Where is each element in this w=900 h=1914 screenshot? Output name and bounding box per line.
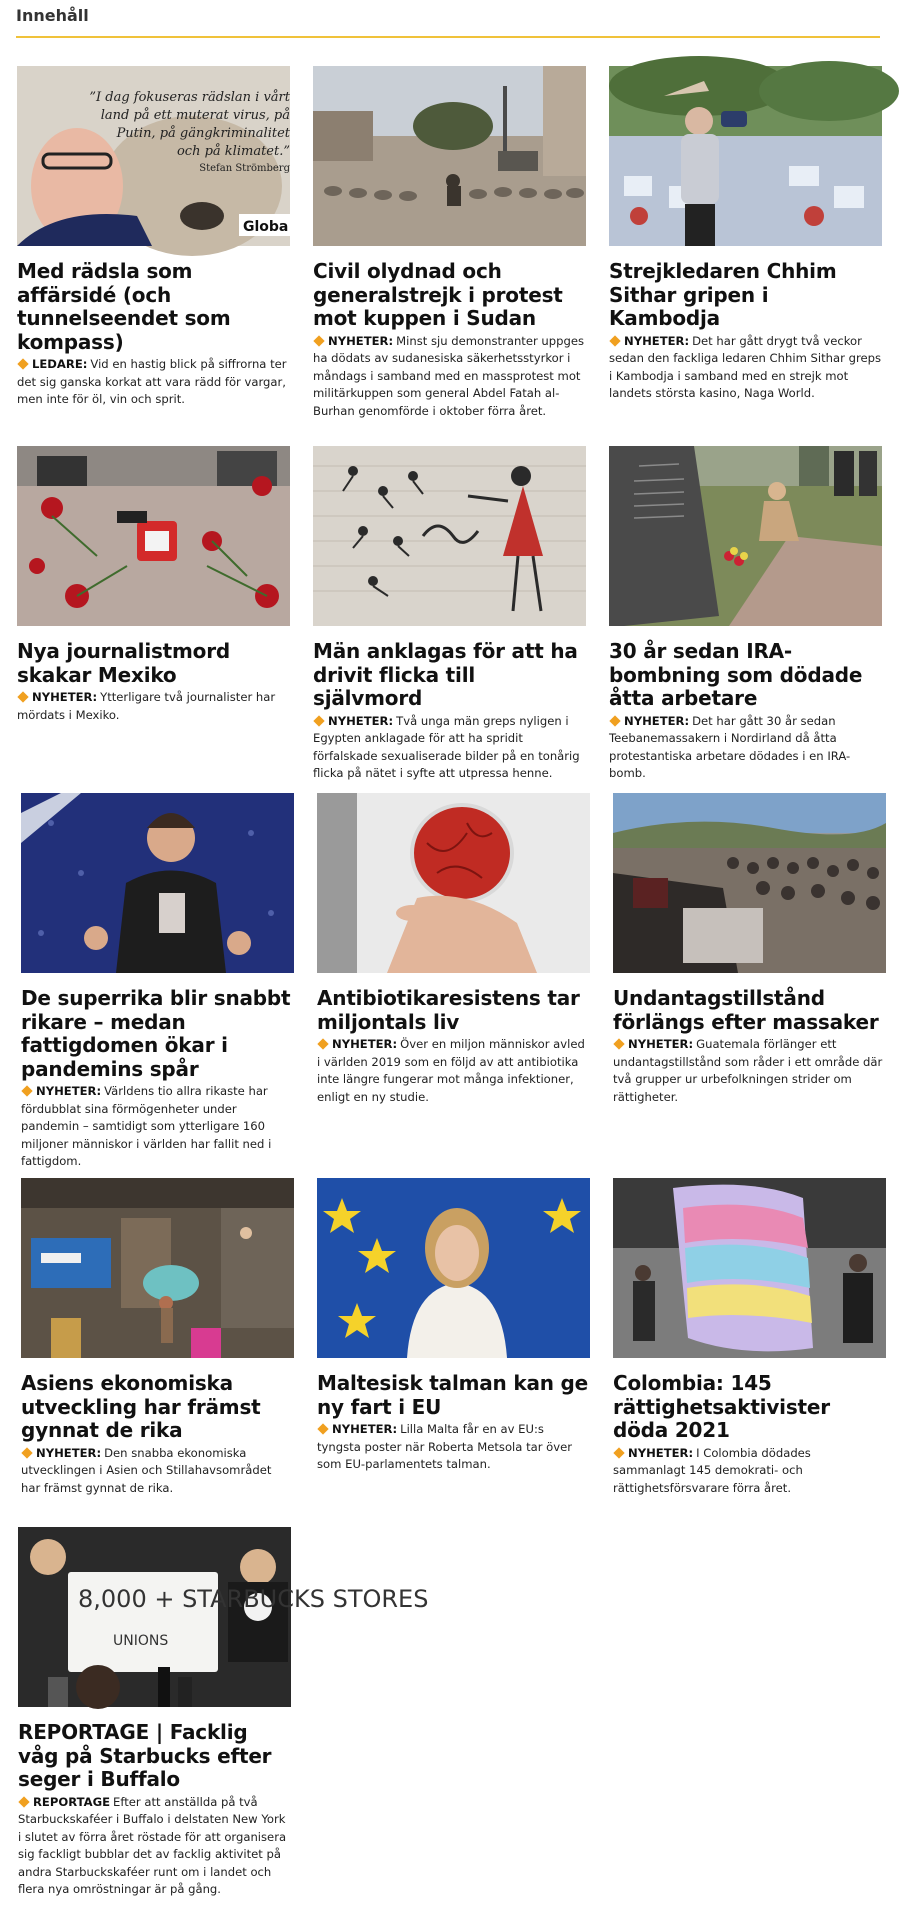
article-image[interactable]: [613, 793, 886, 973]
article-card[interactable]: [313, 66, 586, 420]
article-title[interactable]: Colombia: 145 rättighetsaktivister döda 2021: [613, 1371, 830, 1442]
article-title[interactable]: Civil olydnad och generalstrejk i protest mot kuppen i Sudan: [313, 259, 563, 330]
article-category: LEDARE:: [32, 357, 88, 371]
teaser-text: Lilla Malta får en av EU:s tyngsta poster när Roberta Metsola tar över som EU-parlamentets talman.: [317, 1422, 573, 1471]
category-marker-icon: [17, 358, 28, 369]
article-image[interactable]: [21, 1178, 294, 1358]
article-image[interactable]: [609, 66, 882, 246]
article-image[interactable]: [313, 446, 586, 626]
category-marker-icon: [18, 1796, 29, 1807]
article-teaser: [609, 713, 882, 783]
category-marker-icon: [609, 715, 620, 726]
billionaire-photo: [21, 793, 294, 973]
teaser-text: Vid en hastig blick på siffrorna ter det sig ganska korkat att vara rädd för vargar, men inte för öl, vin och sprit.: [17, 357, 287, 406]
roses-microphones-photo: [17, 446, 290, 626]
article-teaser: [21, 1083, 294, 1171]
teaser-text: Ytterligare två journalister har mördats i Mexiko.: [17, 690, 276, 722]
logo-text: Globa: [243, 219, 289, 235]
category-marker-icon: [17, 691, 28, 702]
quote-line-1: ”I dag fokuseras rädslan i vårt: [89, 90, 290, 105]
article-card[interactable]: [613, 1178, 886, 1497]
article-category: NYHETER:: [36, 1445, 102, 1460]
article-image[interactable]: [313, 66, 586, 246]
article-card[interactable]: [613, 793, 886, 1106]
article-card[interactable]: [21, 1178, 294, 1497]
article-title[interactable]: Nya journalistmord skakar Mexiko: [17, 639, 231, 687]
petri-dish-photo: [317, 793, 590, 973]
category-marker-icon: [317, 1038, 328, 1049]
teaser-text: Det har gått drygt två veckor sedan den fackliga ledaren Chhim Sithar greps i Kambodja i samband med en strejk mot landets största kasino, Naga World.: [609, 333, 881, 400]
article-card[interactable]: [18, 1527, 429, 1899]
article-card[interactable]: [17, 446, 290, 724]
teaser-text: Guatemala förlänger ett undantagstillstånd som råder i ett område där två grupper ur urbefolkningen strider om rättigheter.: [613, 1037, 883, 1104]
article-teaser: [313, 713, 586, 783]
article-title[interactable]: Med rädsla som affärsidé (och tunnelseendet som kompass): [17, 259, 231, 354]
article-card[interactable]: [313, 446, 586, 783]
category-marker-icon: [613, 1038, 624, 1049]
article-teaser: [17, 689, 290, 724]
article-title[interactable]: Asiens ekonomiska utveckling har främst gynnat de rika: [21, 1371, 261, 1442]
slum-photo: [21, 1178, 294, 1358]
teaser-text: Efter att anställda på två Starbuckskaféer i Buffalo i delstaten New York i slutet av förra året röstade för att organisera sig fackligt bubblar det av facklig aktivitet på andra Starbuckskaféer runt om i landet och flera nya omröstningar är på gång.: [18, 1794, 287, 1896]
category-marker-icon: [313, 715, 324, 726]
guatemala-crowd-photo: [613, 793, 886, 973]
category-marker-icon: [609, 335, 620, 346]
article-teaser: [313, 333, 586, 421]
article-category: NYHETER:: [32, 690, 98, 704]
article-category: NYHETER:: [332, 1422, 398, 1436]
article-category: NYHETER:: [628, 1445, 694, 1460]
article-card[interactable]: [17, 66, 290, 409]
rainbow-flag-photo: [613, 1178, 886, 1358]
article-category: NYHETER:: [624, 333, 690, 348]
article-category: NYHETER:: [36, 1084, 102, 1098]
article-title[interactable]: De superrika blir snabbt rikare – medan fattigdomen ökar i pandemins spår: [21, 986, 291, 1081]
quote-line-3: Putin, på gängkriminalitet: [116, 126, 290, 141]
article-card[interactable]: [609, 66, 882, 403]
quote-author: Stefan Strömberg: [199, 163, 290, 174]
article-teaser: [17, 356, 290, 409]
article-category: REPORTAGE: [33, 1794, 111, 1809]
quote-line-4: och på klimatet.”: [176, 144, 290, 159]
article-category: NYHETER:: [628, 1037, 694, 1051]
category-marker-icon: [317, 1423, 328, 1434]
teaser-text: Över en miljon människor avled i världen 2019 som en följd av att antibiotika inte längre fungerar mot många infektioner, enligt en ny studie.: [317, 1037, 585, 1104]
article-image[interactable]: [21, 793, 294, 973]
teaser-text: I Colombia dödades sammanlagt 145 demokrati- och rättighetsförsvarare förra året.: [613, 1445, 811, 1495]
fox-quote-photo: [17, 66, 290, 246]
cambodia-protest-photo: [609, 66, 882, 246]
article-image[interactable]: [317, 1178, 590, 1358]
article-image[interactable]: [18, 1527, 429, 1707]
article-card[interactable]: [317, 793, 590, 1106]
article-title[interactable]: Män anklagas för att ha drivit flicka till självmord: [313, 639, 578, 710]
article-title[interactable]: Undantagstillstånd förlängs efter massaker: [613, 986, 879, 1034]
section-title: Innehåll: [16, 6, 89, 25]
article-image[interactable]: [613, 1178, 886, 1358]
category-marker-icon: [21, 1085, 32, 1096]
article-image[interactable]: [17, 446, 290, 626]
article-image[interactable]: [609, 446, 882, 626]
teaser-text: Det har gått 30 år sedan Teebanemassakern i Nordirland då åtta protestantiska arbetare dödades i en IRA-bomb.: [609, 713, 851, 780]
article-teaser: [609, 333, 882, 403]
article-image[interactable]: [317, 793, 590, 973]
sign-text-2: UNIONS: [113, 1633, 169, 1649]
article-title[interactable]: 30 år sedan IRA-bombning som dödade åtta arbetare: [609, 639, 863, 710]
eu-speaker-photo: [317, 1178, 590, 1358]
article-image[interactable]: [17, 66, 290, 246]
article-teaser: [18, 1794, 291, 1899]
article-teaser: [317, 1036, 590, 1106]
category-marker-icon: [21, 1447, 32, 1458]
teaser-text: Den snabba ekonomiska utvecklingen i Asien och Stillahavsområdet har främst gynnat de rika.: [21, 1445, 272, 1495]
teaser-text: Världens tio allra rikaste har fördubblat sina förmögenheter under pandemin – samtidigt som ytterligare 160 miljoner människor i världen har fallit ned i fattigdom.: [21, 1084, 272, 1168]
article-teaser: [21, 1445, 294, 1498]
article-card[interactable]: [21, 793, 294, 1171]
article-card[interactable]: [317, 1178, 590, 1474]
article-teaser: [613, 1445, 886, 1498]
article-teaser: [613, 1036, 886, 1106]
category-marker-icon: [613, 1447, 624, 1458]
quote-line-2: land på ett muterat virus, på: [100, 108, 290, 123]
starbucks-union-photo: [18, 1527, 429, 1707]
teaser-text: Minst sju demonstranter uppges ha dödats av sudanesiska säkerhetsstyrkor i måndags i samband med en massprotest mot militärkuppen som general Abdel Fatah al-Burhan genomförde i oktober förra året.: [313, 333, 585, 418]
article-title[interactable]: Maltesisk talman kan ge ny fart i EU: [317, 1371, 589, 1419]
article-card[interactable]: [609, 446, 882, 783]
article-category: NYHETER:: [332, 1037, 398, 1051]
article-title[interactable]: REPORTAGE | Facklig våg på Starbucks efter seger i Buffalo: [18, 1720, 272, 1791]
article-teaser: [317, 1421, 590, 1474]
category-marker-icon: [313, 335, 324, 346]
teaser-text: Två unga män greps nyligen i Egypten anklagade för att ha spridit förfalskade sexualiserade bilder på en tonårig flicka på nätet i syfte att utpressa henne.: [313, 713, 580, 780]
article-category: NYHETER:: [624, 713, 690, 728]
article-category: NYHETER:: [328, 333, 394, 348]
article-title[interactable]: Strejkledaren Chhim Sithar gripen i Kambodja: [609, 259, 837, 330]
graffiti-wall-photo: [313, 446, 586, 626]
memorial-stone-photo: [609, 446, 882, 626]
article-category: NYHETER:: [328, 713, 394, 728]
section-header: [16, 0, 880, 38]
sudan-street-photo: [313, 66, 586, 246]
sign-text: 8,000 + STARBUCKS STORES: [78, 1585, 429, 1613]
article-title[interactable]: Antibiotikaresistens tar miljontals liv: [317, 986, 580, 1034]
